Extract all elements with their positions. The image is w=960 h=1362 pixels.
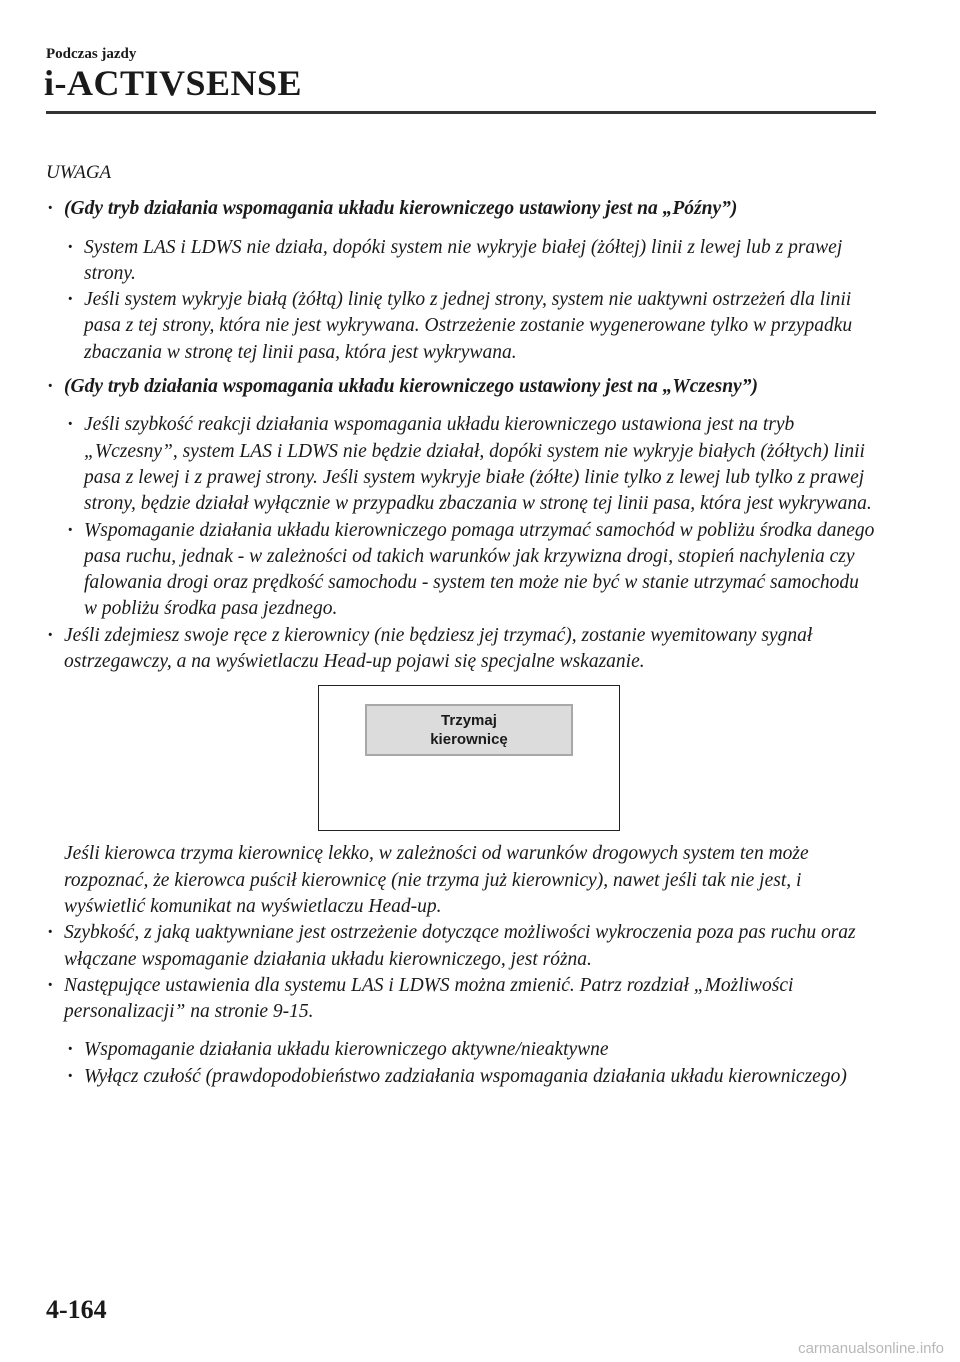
chapter-title: i-ACTIVSENSE [44, 63, 303, 103]
display-message-box [365, 704, 573, 756]
early-mode-heading: · (Gdy tryb działania wspomagania układu kierowniczego ustawiony jest na „Wczesny”) [46, 374, 876, 400]
early-mode-item: · Jeśli szybkość reakcji działania wspomagania układu kierowniczego ustawiona jest na tryb „Wczesny”, system LAS i LDWS nie będzie działał, dopóki system nie wykryje białych (żółtych) linii pasa z lewej i z prawej strony. Jeśli system wykryje białe (żółte) linie tylko z lewej lub tylko z prawej strony, będzie działał wyłącznie w przypadku zbaczania w stronę tej linii pasa, która jest wykrywana. [46, 412, 876, 517]
page-content [46, 160, 876, 1090]
settings-intro: · Następujące ustawienia dla systemu LAS i LDWS można zmienić. Patrz rozdział „Możliwości personalizacji” na stronie 9-15. [46, 973, 876, 1026]
settings-item: · Wspomaganie działania układu kierowniczego aktywne/nieaktywne [46, 1037, 876, 1063]
hands-light-note: Jeśli kierowca trzyma kierownicę lekko, w zależności od warunków drogowych system ten może rozpoznać, że kierowca puścił kierownicę (nie trzyma już kierownicy), nawet jeśli tak nie jest, i wyświetlić komunikat na wyświetlaczu Head-up. [64, 843, 809, 917]
page-number: 4-164 [46, 1295, 107, 1324]
display-message-line: Trzymaj [441, 712, 497, 730]
header-divider [46, 111, 876, 114]
note-label: UWAGA [46, 162, 112, 183]
settings-item: · Wyłącz czułość (prawdopodobieństwo zadziałania wspomagania działania układu kierowniczego) [46, 1064, 876, 1090]
head-up-display-figure [318, 685, 620, 831]
late-mode-heading: · (Gdy tryb działania wspomagania układu kierowniczego ustawiony jest na „Późny”) [46, 196, 876, 222]
early-mode-item: · Wspomaganie działania układu kierowniczego pomaga utrzymać samochód w pobliżu środka danego pasa ruchu, jednak - w zależności od takich warunków jak krzywizna drogi, stopień nachylenia czy falowania drogi oraz prędkość samochodu - system ten może nie być w stanie utrzymać samochodu w pobliżu środka pasa jezdnego. [46, 518, 876, 623]
display-message-line: kierownicę [430, 731, 508, 749]
late-mode-item: · Jeśli system wykryje białą (żółtą) linię tylko z jednej strony, system nie uaktywni ostrzeżeń dla linii pasa z tej strony, która nie jest wykrywana. Ostrzeżenie zostanie wygenerowane tylko w przypadku zbaczania w stronę tej linii pasa, która jest wykrywana. [46, 287, 876, 366]
watermark: carmanualsonline.info [798, 1340, 944, 1357]
section-title: Podczas jazdy [46, 46, 137, 62]
late-mode-item: · System LAS i LDWS nie działa, dopóki system nie wykryje białej (żółtej) linii z lewej lub z prawej strony. [46, 235, 876, 288]
speed-note: · Szybkość, z jaką uaktywniane jest ostrzeżenie dotyczące możliwości wykroczenia poza pas ruchu oraz włączane wspomaganie działania układu kierowniczego, jest różna. [46, 920, 876, 973]
hands-off-warning: · Jeśli zdejmiesz swoje ręce z kierownicy (nie będziesz jej trzymać), zostanie wyemitowany sygnał ostrzegawczy, a na wyświetlaczu Head-up pojawi się specjalne wskazanie. [46, 623, 876, 676]
